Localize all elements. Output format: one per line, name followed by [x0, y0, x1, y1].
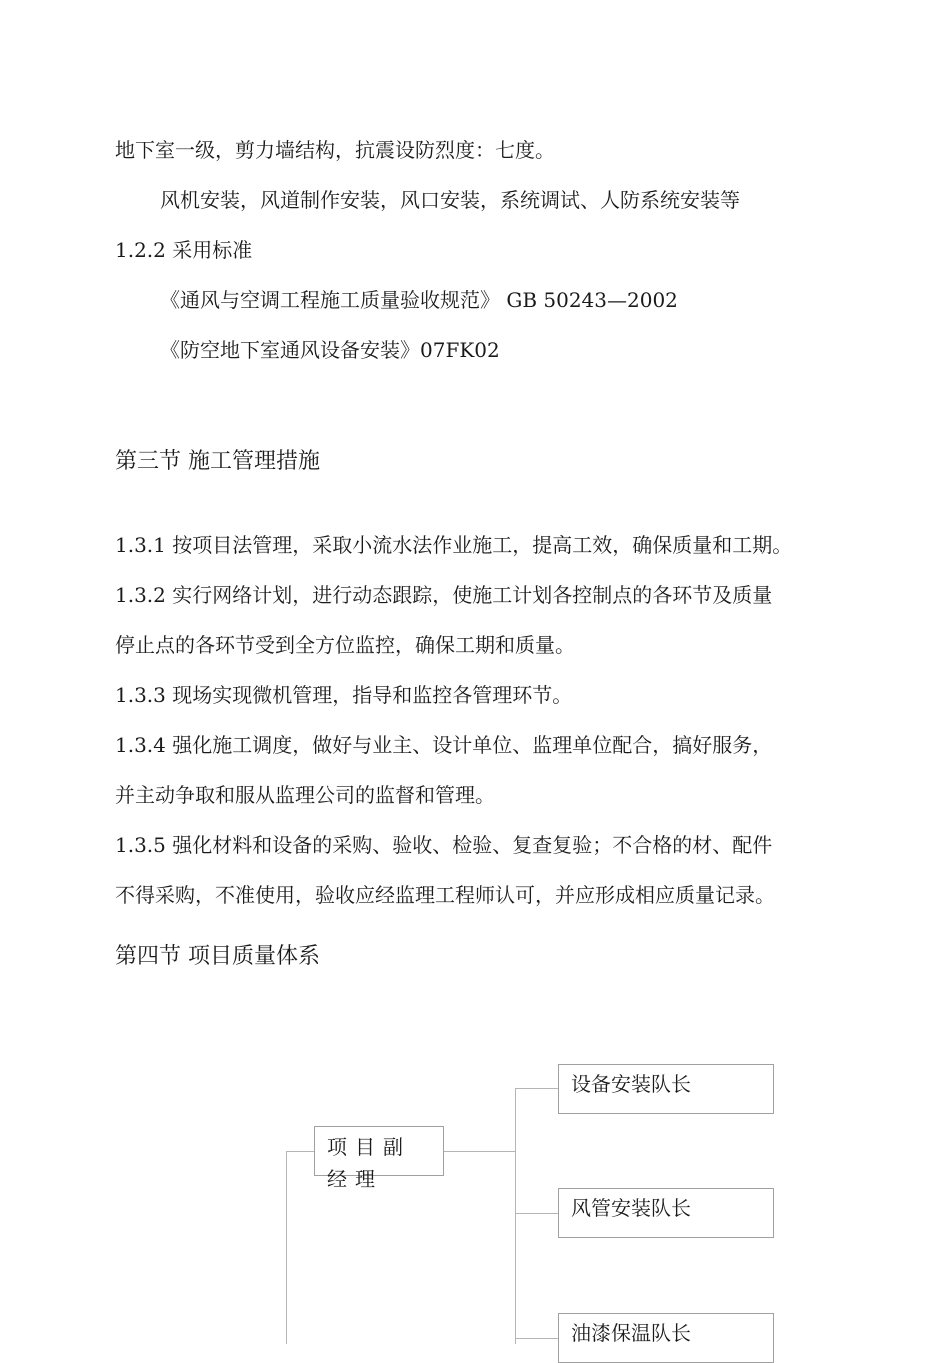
paragraph-line: 风机安装，风道制作安装，风口安装，系统调试、人防系统安装等 [160, 188, 740, 212]
section-heading: 第三节 施工管理措施 [115, 449, 320, 474]
connector-line [286, 1151, 287, 1344]
subheading: 1.2.2 采用标准 [115, 238, 253, 262]
org-node-team: 油漆保温队长 [558, 1313, 774, 1363]
section-heading: 第四节 项目质量体系 [115, 944, 320, 969]
connector-line [286, 1151, 314, 1152]
connector-line [515, 1338, 558, 1339]
standard-item: 《防空地下室通风设备安装》07FK02 [160, 338, 500, 362]
paragraph-line: 1.3.5 强化材料和设备的采购、验收、检验、复查复验；不合格的材、配件 [115, 833, 773, 857]
org-node-team: 风管安装队长 [558, 1188, 774, 1238]
paragraph-line: 1.3.2 实行网络计划，进行动态跟踪，使施工计划各控制点的各环节及质量 [115, 583, 773, 607]
connector-line [515, 1213, 558, 1214]
standard-item: 《通风与空调工程施工质量验收规范》 GB 50243—2002 [160, 288, 678, 312]
connector-line [444, 1151, 516, 1152]
paragraph-line: 1.3.1 按项目法管理，采取小流水法作业施工，提高工效，确保质量和工期。 [115, 533, 793, 557]
connector-line [515, 1088, 558, 1089]
paragraph-line: 地下室一级，剪力墙结构，抗震设防烈度：七度。 [115, 138, 555, 162]
org-node-vice-manager: 项目副经理 [314, 1126, 444, 1176]
paragraph-line: 1.3.3 现场实现微机管理，指导和监控各管理环节。 [115, 683, 573, 707]
paragraph-line: 不得采购，不准使用，验收应经监理工程师认可，并应形成相应质量记录。 [115, 883, 775, 907]
paragraph-line: 1.3.4 强化施工调度，做好与业主、设计单位、监理单位配合，搞好服务， [115, 733, 773, 757]
connector-line [515, 1088, 516, 1344]
paragraph-line: 停止点的各环节受到全方位监控，确保工期和质量。 [115, 633, 575, 657]
org-node-team: 设备安装队长 [558, 1064, 774, 1114]
paragraph-line: 并主动争取和服从监理公司的监督和管理。 [115, 783, 495, 807]
